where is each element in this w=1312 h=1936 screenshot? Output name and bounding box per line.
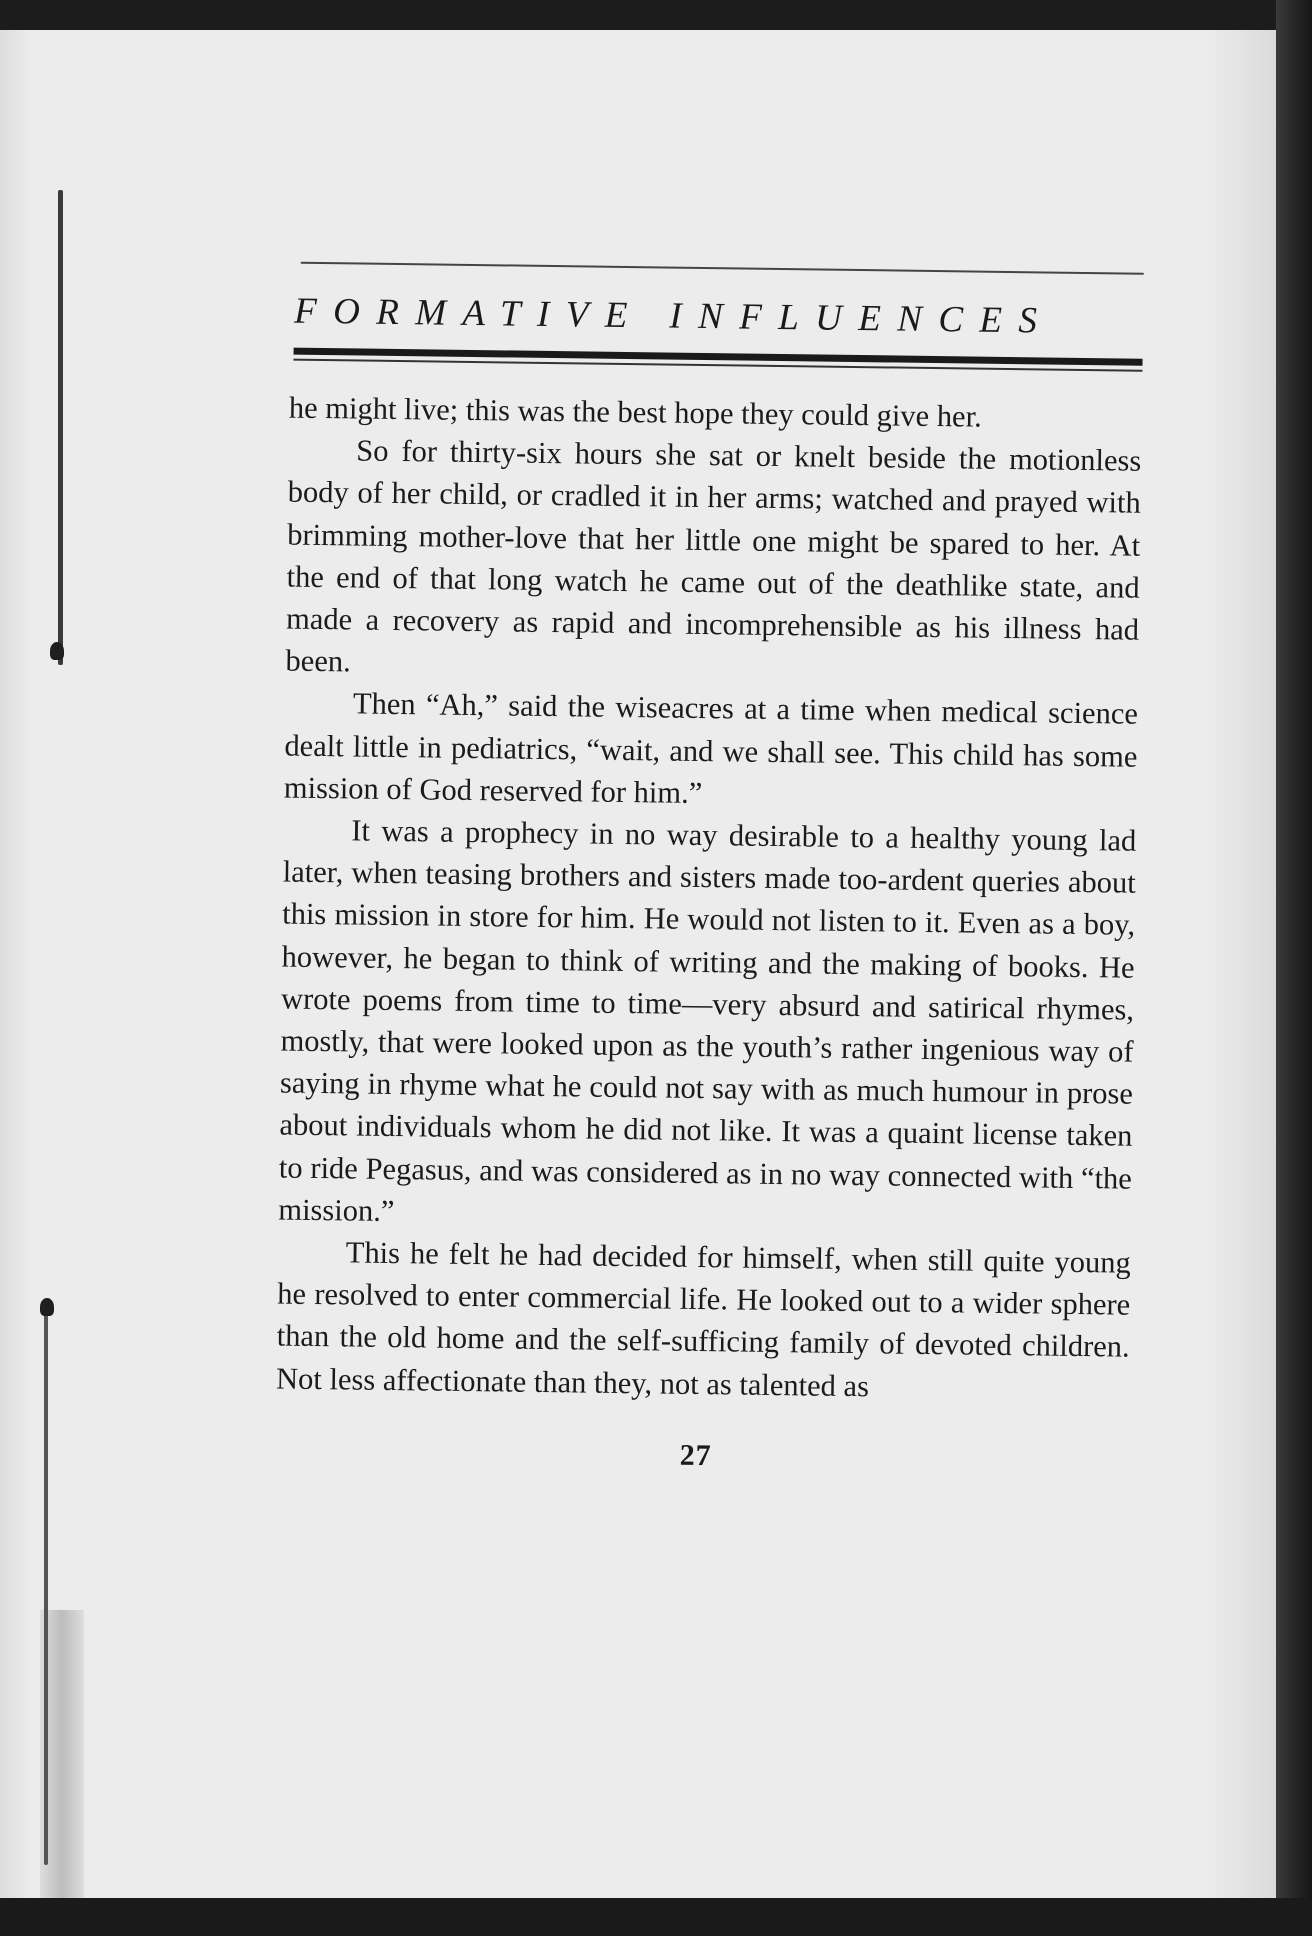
paragraph: It was a prophecy in no way desirable to a healthy young lad later, when teasing brothers and sisters made too-ardent queries about this mission in store for him. He would not listen to it. Even as a boy, however, he began to think of writing and the making of books. He wrote poems from time to time—very absurd and satirical rhymes, mostly, that were looked upon as the youth’s rather ingenious way of saying in rhyme what he could not say with as much humour in prose about individuals whom he did not like. It was a quaint license taken to ride Pegasus, and was considered as in no way connected with “the mission.” (278, 813, 1137, 1228)
paragraph: So for thirty-six hours she sat or knelt beside the motionless body of her child, or cradled it in her arms; watched and prayed with brimming mother-love that her little one might be spared to her. At the end of that long watch he came out of the deathlike state, and made a recovery as rapid and incomprehensible as his illness had been. (285, 433, 1142, 679)
header-rule-thick (294, 348, 1143, 366)
binding-knot (40, 1298, 54, 1316)
binding-thread (58, 190, 63, 665)
scan-top-edge (0, 0, 1312, 34)
running-head: FORMATIVE INFLUENCES (293, 290, 1054, 342)
paragraph: he might live; this was the best hope they could give her. (288, 390, 982, 434)
binding-thread (44, 1305, 48, 1865)
page-number: 27 (679, 1438, 712, 1473)
scan-bottom-edge (0, 1898, 1312, 1936)
paragraph: This he felt he had decided for himself, when still quite young he resolved to enter commercial life. He looked out to a wider sphere than the old home and the self-sufficing family of devoted children. Not less affectionate than they, not as talented as (275, 1235, 1131, 1403)
paragraph: Then “Ah,” said the wiseacres at a time when medical science dealt little in pediatrics, “wait, and we shall see. This child has some mission of God reserved for him.” (283, 686, 1139, 810)
body-text (276, 387, 1142, 1411)
binding-knot (50, 642, 64, 660)
book-page (0, 30, 1282, 1902)
text-block (259, 229, 1144, 1800)
header-rule-top (301, 262, 1144, 275)
scan-right-edge (1276, 0, 1312, 1936)
